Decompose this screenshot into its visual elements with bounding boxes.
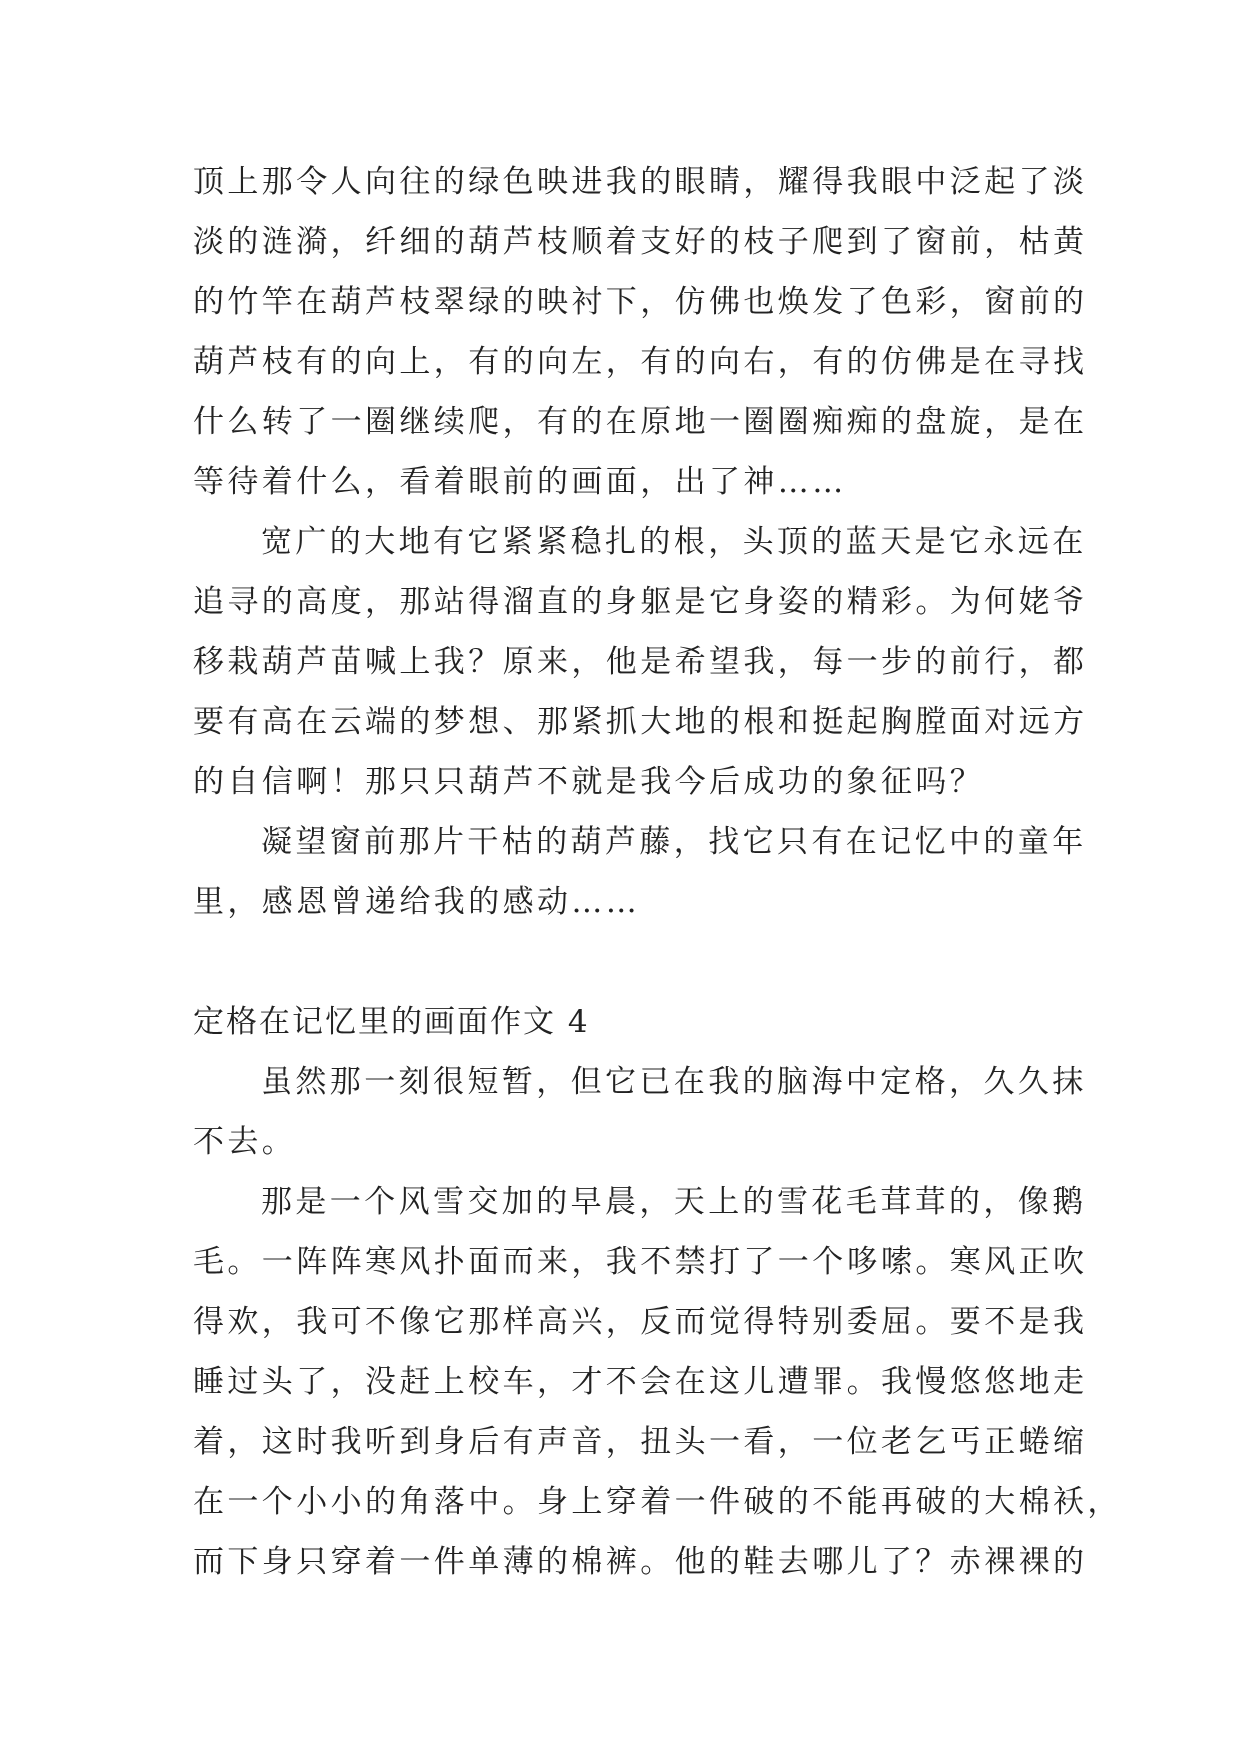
- paragraph-spacer: [193, 932, 1053, 992]
- text-line: 移栽葫芦苗喊上我？原来，他是希望我，每一步的前行，都: [193, 644, 1088, 680]
- text-line: 宽广的大地有它紧紧稳扎的根，头顶的蓝天是它永远在: [261, 524, 1087, 560]
- text-line: 得欢，我可不像它那样高兴，反而觉得特别委屈。要不是我: [193, 1304, 1088, 1340]
- paragraph-4: [193, 1052, 1087, 1172]
- document-body: [193, 152, 1122, 1592]
- text-line: 里，感恩曾递给我的感动……: [193, 884, 641, 920]
- text-line: 毛。一阵阵寒风扑面而来，我不禁打了一个哆嗦。寒风正吹: [193, 1244, 1088, 1280]
- text-line: 追寻的高度，那站得溜直的身躯是它身姿的精彩。为何姥爷: [193, 584, 1088, 620]
- text-line: 要有高在云端的梦想、那紧抓大地的根和挺起胸膛面对远方: [193, 704, 1088, 740]
- text-line: 顶上那令人向往的绿色映进我的眼睛，耀得我眼中泛起了淡: [193, 164, 1088, 200]
- text-line: 而下身只穿着一件单薄的棉裤。他的鞋去哪儿了？赤裸裸的: [193, 1544, 1088, 1580]
- paragraph-3: [193, 812, 1087, 932]
- text-line: 葫芦枝有的向上，有的向左，有的向右，有的仿佛是在寻找: [193, 344, 1088, 380]
- text-line: 淡的涟漪，纤细的葫芦枝顺着支好的枝子爬到了窗前，枯黄: [193, 224, 1088, 260]
- text-line: 不去。: [193, 1124, 297, 1160]
- text-line: 什么转了一圈继续爬，有的在原地一圈圈痴痴的盘旋，是在: [193, 404, 1088, 440]
- text-line: 那是一个风雪交加的早晨，天上的雪花毛茸茸的，像鹅: [261, 1184, 1087, 1220]
- text-line: 虽然那一刻很短暂，但它已在我的脑海中定格，久久抹: [261, 1064, 1087, 1100]
- text-line: 的竹竿在葫芦枝翠绿的映衬下，仿佛也焕发了色彩，窗前的: [193, 284, 1088, 320]
- text-line: 等待着什么，看着眼前的画面，出了神……: [193, 464, 847, 500]
- paragraph-2: [193, 512, 1088, 812]
- section-title: 定格在记忆里的画面作文 4: [193, 1004, 590, 1040]
- paragraph-5: [193, 1172, 1122, 1592]
- text-line: 凝望窗前那片干枯的葫芦藤，找它只有在记忆中的童年: [261, 824, 1087, 860]
- paragraph-1: [193, 152, 1088, 512]
- text-line: 着，这时我听到身后有声音，扭头一看，一位老乞丐正蜷缩: [193, 1424, 1088, 1460]
- text-line: 睡过头了，没赶上校车，才不会在这儿遭罪。我慢悠悠地走: [193, 1364, 1088, 1400]
- text-line: 的自信啊！那只只葫芦不就是我今后成功的象征吗？: [193, 764, 985, 800]
- text-line: 在一个小小的角落中。身上穿着一件破的不能再破的大棉袄，: [193, 1484, 1122, 1520]
